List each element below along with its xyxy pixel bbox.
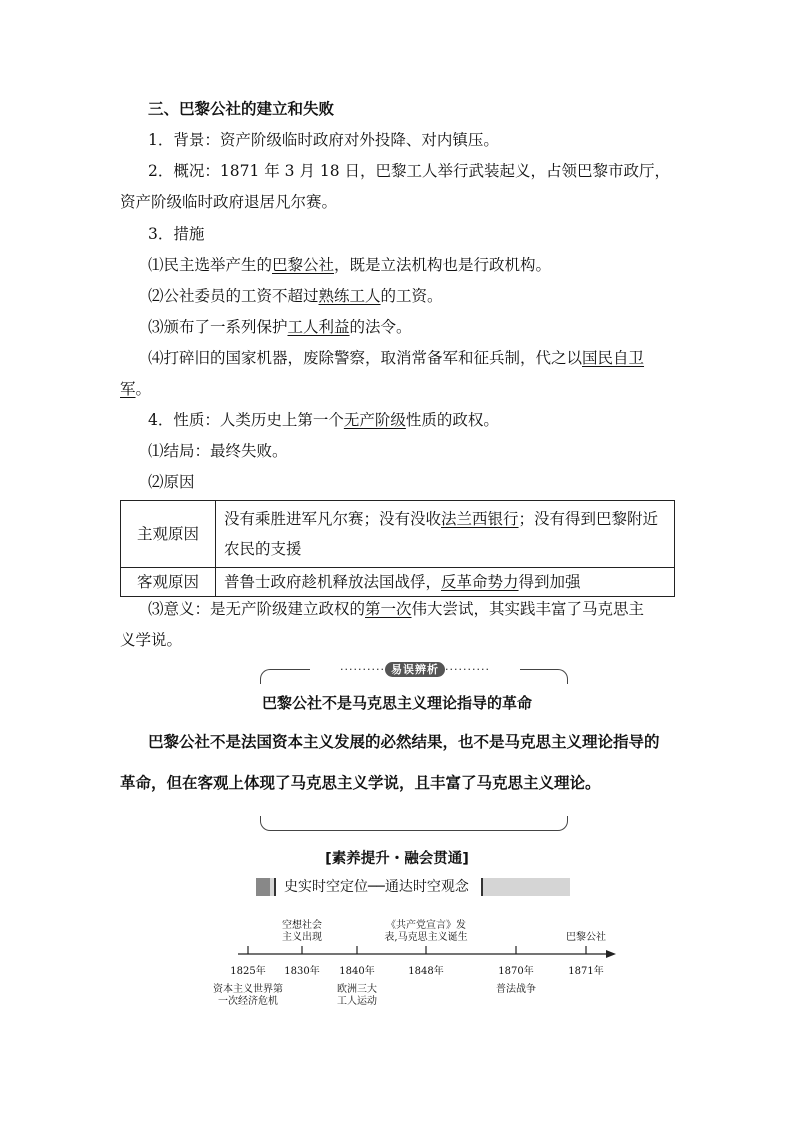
reasons-table	[120, 500, 675, 597]
measure-4-end: 。	[135, 380, 152, 398]
timeline-event-below	[188, 984, 308, 1008]
timeline-event-below	[456, 984, 576, 996]
subjective-post-1: ；没有得到巴黎附近	[518, 510, 659, 528]
measure-2	[148, 284, 443, 306]
objective-cell	[216, 568, 675, 597]
error-body-line2: 革命，但在客观上体现了马克思主义学说，且丰富了马克思主义理论。	[120, 774, 601, 792]
measure-3-post: 的法令。	[349, 318, 412, 336]
measure-3-pre: ⑶颁布了一系列保护	[148, 318, 288, 336]
measure-4-key: 国民自卫	[582, 349, 645, 367]
subjective-post-2: 农民的支援	[224, 540, 302, 558]
measure-4-key-cont: 军	[120, 380, 136, 398]
significance-key: 第一次	[365, 600, 412, 618]
banner-text: 史实时空定位──通达时空观念	[284, 879, 469, 895]
subjective-pre: 没有乘胜进军凡尔赛；没有没收	[224, 510, 442, 528]
timeline-event-above	[242, 920, 362, 944]
section-title: 三、巴黎公社的建立和失败	[148, 100, 335, 118]
nature-pre: 4．性质：人类历史上第一个	[148, 411, 344, 429]
objective-key: 反革命势力	[441, 573, 519, 591]
significance-line2: 义学说。	[120, 631, 183, 649]
nature-key: 无产阶级	[343, 411, 406, 429]
measure-1-post: ，既是立法机构也是行政机构。	[334, 256, 552, 274]
objective-post: 得到加强	[518, 573, 581, 591]
timeline-year: 1848年	[408, 966, 444, 977]
error-label: ·········· 易误辨析 ··········	[310, 661, 520, 677]
reason-heading: ⑵原因	[148, 473, 195, 491]
timeline-year: 1840年	[339, 966, 375, 977]
timeline-year: 1871年	[568, 966, 604, 977]
timeline-arrow	[606, 950, 616, 958]
measure-2-post: 的工资。	[380, 287, 443, 305]
significance-line1	[148, 597, 644, 619]
error-tag: 易误辨析	[385, 662, 445, 677]
timeline-event-line: 一次经济危机	[218, 996, 278, 1007]
error-body-line1: 巴黎公社不是法国资本主义发展的必然结果，也不是马克思主义理论指导的	[148, 733, 660, 751]
subjective-key: 法兰西银行	[441, 510, 519, 528]
subjective-cell	[216, 501, 675, 568]
timeline-event-line: 普法战争	[496, 984, 536, 995]
overview-point-line2: 资产阶级临时政府退居凡尔赛。	[120, 193, 338, 211]
timeline-event-line: 欧洲三大	[337, 984, 377, 995]
space-time-banner	[256, 878, 570, 896]
measure-2-key: 熟练工人	[318, 287, 381, 305]
measure-1	[148, 253, 551, 275]
timeline-event-above	[526, 932, 646, 944]
timeline-event-line: 工人运动	[337, 996, 377, 1007]
result-point: ⑴结局：最终失败。	[148, 442, 288, 460]
timeline-event-line: 资本主义世界第	[213, 984, 283, 995]
measure-4-line1	[148, 346, 644, 368]
error-title: 巴黎公社不是马克思主义理论指导的革命	[261, 694, 532, 712]
objective-pre: 普鲁士政府趁机释放法国战俘，	[224, 573, 442, 591]
nature-post: 性质的政权。	[405, 411, 499, 429]
timeline-event-line: 巴黎公社	[566, 932, 606, 943]
timeline-event-line: 空想社会	[282, 920, 322, 931]
table-row	[121, 501, 675, 568]
timeline-event-below	[297, 984, 417, 1008]
measure-1-pre: ⑴民主选举产生的	[148, 256, 273, 274]
measure-3	[148, 315, 412, 337]
significance-pre: ⑶意义：是无产阶级建立政权的	[148, 600, 366, 618]
timeline-year: 1830年	[284, 966, 320, 977]
error-box-bottom	[260, 816, 568, 831]
measure-4-pre: ⑷打碎旧的国家机器，废除警察，取消常备军和征兵制，代之以	[148, 349, 583, 367]
overview-point-line1: 2．概况：1871 年 3 月 18 日，巴黎工人举行武装起义，占领巴黎市政厅，	[148, 162, 671, 180]
timeline-event-line: 表,马克思主义诞生	[384, 932, 468, 943]
timeline-event-line: 主义出现	[282, 932, 322, 943]
measure-1-key: 巴黎公社	[272, 256, 335, 274]
banner-block	[256, 878, 270, 896]
timeline-event-above	[366, 920, 486, 944]
subjective-head: 主观原因	[121, 501, 216, 568]
timeline-year: 1870年	[498, 966, 534, 977]
objective-head: 客观原因	[121, 568, 216, 597]
timeline-year: 1825年	[230, 966, 266, 977]
background-point: 1．背景：资产阶级临时政府对外投降、对内镇压。	[148, 131, 499, 149]
section2-title: [素养提升・融会贯通]	[325, 851, 469, 867]
measures-heading: 3．措施	[148, 225, 205, 243]
measure-4-line2	[120, 377, 151, 399]
significance-post: 伟大尝试，其实践丰富了马克思主	[411, 600, 645, 618]
measure-2-pre: ⑵公社委员的工资不超过	[148, 287, 319, 305]
timeline-event-line: 《共产党宣言》发	[386, 920, 466, 931]
measure-3-key: 工人利益	[287, 318, 350, 336]
table-row	[121, 568, 675, 597]
nature-point	[148, 408, 499, 430]
